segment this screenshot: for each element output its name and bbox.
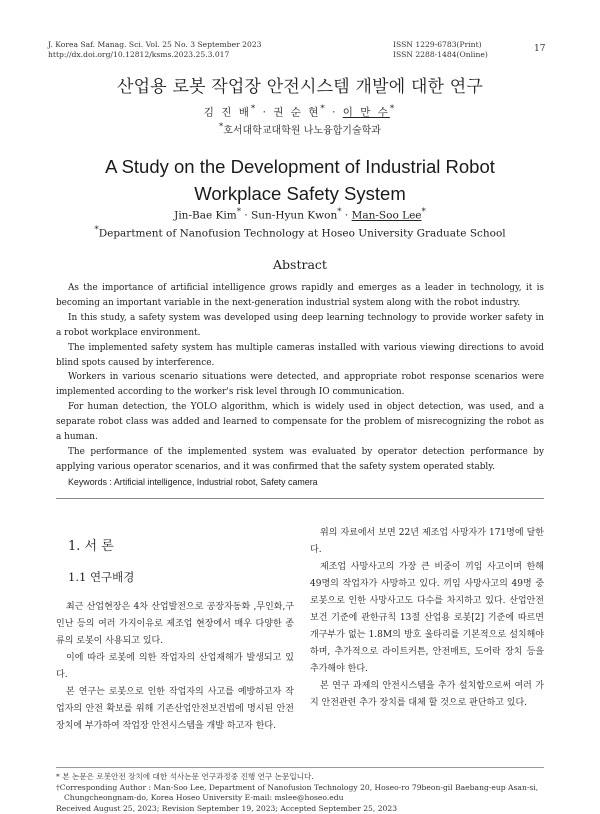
abstract-paragraph: In this study, a safety system was developed using deep learning technology to provide worker safety in a robot workplace environment. bbox=[56, 312, 544, 338]
abstract-paragraph: The implemented safety system has multiple cameras installed with various viewing directions to avoid blind spots caused by interference. bbox=[56, 342, 544, 368]
affiliation-en-mark: * bbox=[94, 225, 99, 235]
journal-citation: J. Korea Saf. Manag. Sci. Vol. 25 No. 3 September 2023 bbox=[48, 40, 262, 49]
footnote-corresponding-author: †Corresponding Author : Man-Soo Lee, Department of Nanofusion Technology 20, Hoseo-ro 79beon-gil Baebang-eup Asan-si, bbox=[56, 782, 539, 792]
author-2-kr: 권 순 현 bbox=[273, 106, 321, 119]
author-3-en-mark: * bbox=[421, 207, 426, 217]
footnote-corresponding-author-cont: Chungcheongnam-do, Korea Hoseo University E-mail: mslee@hoseo.edu bbox=[64, 793, 344, 803]
body-paragraph: 본 연구 과제의 안전시스템을 추가 설치함으로써 여러 가지 안전관련 추가 장치를 대체 할 것으로 판단하고 있다. bbox=[310, 681, 544, 708]
abstract-paragraph: Workers in various scenario situations were detected, and appropriate robot response scenarios were implemented according to the worker's risk level through IO communication. bbox=[56, 372, 544, 398]
affiliation-kr-text: 호서대학교대학원 나노융합기술학과 bbox=[223, 125, 381, 137]
author-2-kr-mark: * bbox=[320, 104, 327, 114]
author-1-en-mark: * bbox=[236, 207, 242, 217]
author-2-en-mark: * bbox=[337, 207, 342, 217]
body-paragraph: 이에 따라 로봇에 의한 작업자의 산업재해가 발생되고 있다. bbox=[56, 653, 294, 680]
korean-title: 산업용 로봇 작업장 안전시스템 개발에 대한 연구 bbox=[116, 77, 484, 97]
body-left-column bbox=[56, 599, 294, 735]
author-separator: · bbox=[257, 106, 274, 119]
author-separator: · bbox=[241, 209, 252, 222]
abstract-heading: Abstract bbox=[273, 257, 327, 272]
doi-link[interactable]: http://dx.doi.org/10.12812/ksms.2023.25.3.017 bbox=[48, 50, 230, 59]
author-3-kr: 이 만 수 bbox=[342, 106, 390, 119]
english-affiliation bbox=[0, 225, 600, 240]
author-1-kr: 김 진 배 bbox=[203, 106, 251, 119]
korean-affiliation bbox=[0, 121, 600, 136]
keywords-label: Keywords : bbox=[68, 476, 114, 487]
body-paragraph: 본 연구는 로봇으로 인한 작업자의 사고를 예방하고자 작업자의 안전 확보를 위해 기존산업안전보건법에 명시된 안전장치에 부가하여 작업장 안전시스템을 개발 하고자 한다. bbox=[56, 687, 294, 731]
body-paragraph: 제조업 사망사고의 가장 큰 비중이 끼임 사고이며 한해 49명의 작업자가 사망하고 있다. 끼임 사망사고의 49명 중 로봇으로 인한 사망사고도 다수를 차지하고 있다. 산업안전보건 기준에 관한규칙 13절 산업용 로봇[2] 기준에 따르면 개구부가 없는 1.8M의 방호 울타리를 기본적으로 설치해야 하며, 추가적으로 라이트커튼, 안전매트, 도어락 장치 등을 추가해야 한다. bbox=[310, 562, 544, 674]
section-title: 1. 서 론 bbox=[68, 539, 114, 554]
journal-header-right bbox=[393, 40, 488, 60]
keywords-line bbox=[56, 475, 544, 490]
author-2-en: Sun-Hyun Kwon bbox=[251, 209, 338, 222]
abstract-divider bbox=[56, 498, 544, 499]
author-separator: · bbox=[341, 209, 352, 222]
subsection-title: 1.1 연구배경 bbox=[68, 570, 135, 584]
author-3-en: Man-Soo Lee bbox=[351, 209, 422, 222]
abstract-body bbox=[56, 281, 544, 490]
page-number: 17 bbox=[534, 44, 546, 54]
affiliation-en-text: Department of Nanofusion Technology at Hoseo University Graduate School bbox=[98, 227, 506, 240]
abstract-paragraph: As the importance of artificial intelligence grows rapidly and emerges as a leader in technology, it is becoming an important variable in the next-generation industrial system along with the robot industry. bbox=[56, 283, 544, 308]
english-title: A Study on the Development of Industrial Robot Workplace Safety System bbox=[105, 156, 495, 204]
body-right-column bbox=[310, 525, 544, 712]
author-3-kr-mark: * bbox=[389, 104, 397, 114]
author-1-en: Jin-Bae Kim bbox=[174, 209, 237, 222]
korean-authors bbox=[0, 104, 600, 120]
keywords-list: Artificial intelligence, Industrial robot, Safety camera bbox=[113, 476, 318, 487]
body-paragraph: 위의 자료에서 보면 22년 제조업 사망자가 171명에 달한다. bbox=[310, 528, 544, 555]
footnote-divider bbox=[56, 767, 544, 768]
abstract-paragraph: The performance of the implemented system was evaluated by operator detection performance by applying various operator scenarios, and it was confirmed that the safety system operated stably. bbox=[56, 446, 544, 472]
author-separator: · bbox=[326, 106, 343, 119]
footnote-received-dates: Received August 25, 2023; Revision September 19, 2023; Accepted September 25, 2023 bbox=[56, 803, 398, 813]
abstract-paragraph: For human detection, the YOLO algorithm, which is widely used in object detection, was used, and a separate robot class was added and learned to compensate for the problem of misrecognizing the robot as a human. bbox=[56, 402, 544, 443]
footnote-funding: * 본 논문은 로봇안전 장치에 대한 석사논문 연구과정중 진행 연구 논문입니다. bbox=[56, 772, 314, 781]
journal-header-left bbox=[48, 40, 261, 60]
affiliation-kr-mark: * bbox=[219, 121, 224, 131]
issn-print: ISSN 1229-6783(Print) bbox=[393, 40, 482, 49]
footnotes bbox=[56, 772, 544, 814]
issn-online: ISSN 2288-1484(Online) bbox=[393, 50, 488, 59]
author-1-kr-mark: * bbox=[250, 104, 258, 114]
english-authors bbox=[0, 207, 600, 222]
body-paragraph: 최근 산업현장은 4차 산업발전으로 공장자동화 ,무인화,구인난 등의 여러 가지이유로 제조업 현장에서 매우 다양한 종류의 로봇이 사용되고 있다. bbox=[56, 602, 294, 646]
